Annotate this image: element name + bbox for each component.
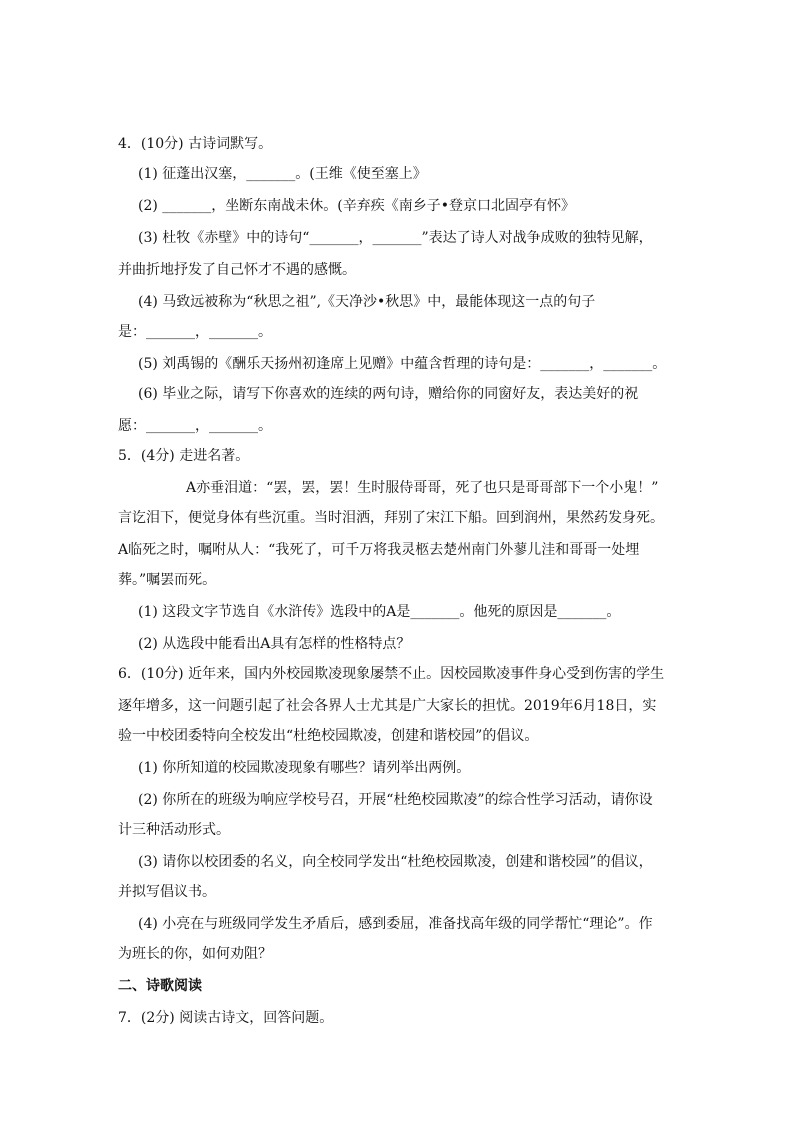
q6-sub4-line1: (4) 小亮在与班级同学发生矛盾后，感到委屈，准备找高年级的同学帮忙“理论”。作: [138, 916, 653, 932]
q4-sub3-line2: 并曲折地抒发了自己怀才不遇的感慨。: [118, 262, 356, 278]
q4-title: 4．(10分) 古诗词默写。: [118, 136, 273, 152]
q5-passage-line3: A临死之时，嘱咐从人：“我死了，可千万将我灵柩去楚州南门外蓼儿洼和哥哥一处埋: [118, 542, 640, 558]
q4-sub4-line2: 是：_______，_______。: [118, 324, 272, 340]
q5-passage-line4: 葬。”嘱罢而死。: [118, 572, 217, 588]
q4-sub4-line1: (4) 马致远被称为“秋思之祖”,《天净沙•秋思》中，最能体现这一点的句子: [138, 294, 596, 310]
q4-sub5: (5) 刘禹锡的《酬乐天扬州初逢席上见赠》中蕴含哲理的诗句是：_______，_______。: [138, 356, 667, 372]
section-2-heading: 二、诗歌阅读: [118, 978, 202, 994]
q4-sub3-line1: (3) 杜牧《赤壁》中的诗句“_______，_______”表达了诗人对战争成败的独特见解，: [138, 230, 653, 246]
q5-sub1: (1) 这段文字节选自《水浒传》选段中的A是_______。他死的原因是_______。: [138, 604, 621, 620]
q6-title-line3: 验一中校团委特向全校发出“杜绝校园欺凌，创建和谐校园”的倡议。: [118, 728, 539, 744]
q7-title: 7．(2分) 阅读古诗文，回答问题。: [118, 1010, 334, 1026]
q6-title-line2: 逐年增多，这一问题引起了社会各界人士尤其是广大家长的担忧。2019年6月18日，实: [118, 698, 657, 714]
q4-sub1: (1) 征蓬出汉塞，_______。(王维《使至塞上》: [138, 166, 427, 182]
q4-sub6-line2: 愿：_______，_______。: [118, 418, 272, 434]
q5-title: 5．(4分) 走进名著。: [118, 448, 250, 464]
q6-sub3-line2: 并拟写倡议书。: [118, 884, 216, 900]
q6-sub4-line2: 为班长的你，如何劝阻？: [118, 946, 272, 962]
q6-sub1: (1) 你所知道的校园欺凌现象有哪些？请列举出两例。: [138, 760, 471, 776]
q4-sub2: (2) _______，坐断东南战未休。(辛弃疾《南乡子•登京口北固亭有怀》: [138, 198, 575, 214]
q6-sub2-line1: (2) 你所在的班级为响应学校号召，开展“杜绝校园欺凌”的综合性学习活动，请你设: [138, 792, 653, 808]
q5-sub2: (2) 从选段中能看出A具有怎样的性格特点？: [138, 636, 411, 652]
q5-passage-line1: A亦垂泪道：“罢，罢，罢！生时服侍哥哥，死了也只是哥哥部下一个小鬼！”: [186, 480, 659, 496]
q6-sub3-line1: (3) 请你以校团委的名义，向全校同学发出“杜绝校园欺凌，创建和谐校园”的倡议，: [138, 854, 653, 870]
q6-sub2-line2: 计三种活动形式。: [118, 822, 230, 838]
q6-title-line1: 6．(10分) 近年来，国内外校园欺凌现象屡禁不止。因校园欺凌事件身心受到伤害的学生: [118, 666, 665, 682]
q5-passage-line2: 言讫泪下，便觉身体有些沉重。当时泪洒，拜别了宋江下船。回到润州，果然药发身死。: [118, 510, 664, 526]
q4-sub6-line1: (6) 毕业之际，请写下你喜欢的连续的两句诗，赠给你的同窗好友，表达美好的祝: [138, 386, 639, 402]
